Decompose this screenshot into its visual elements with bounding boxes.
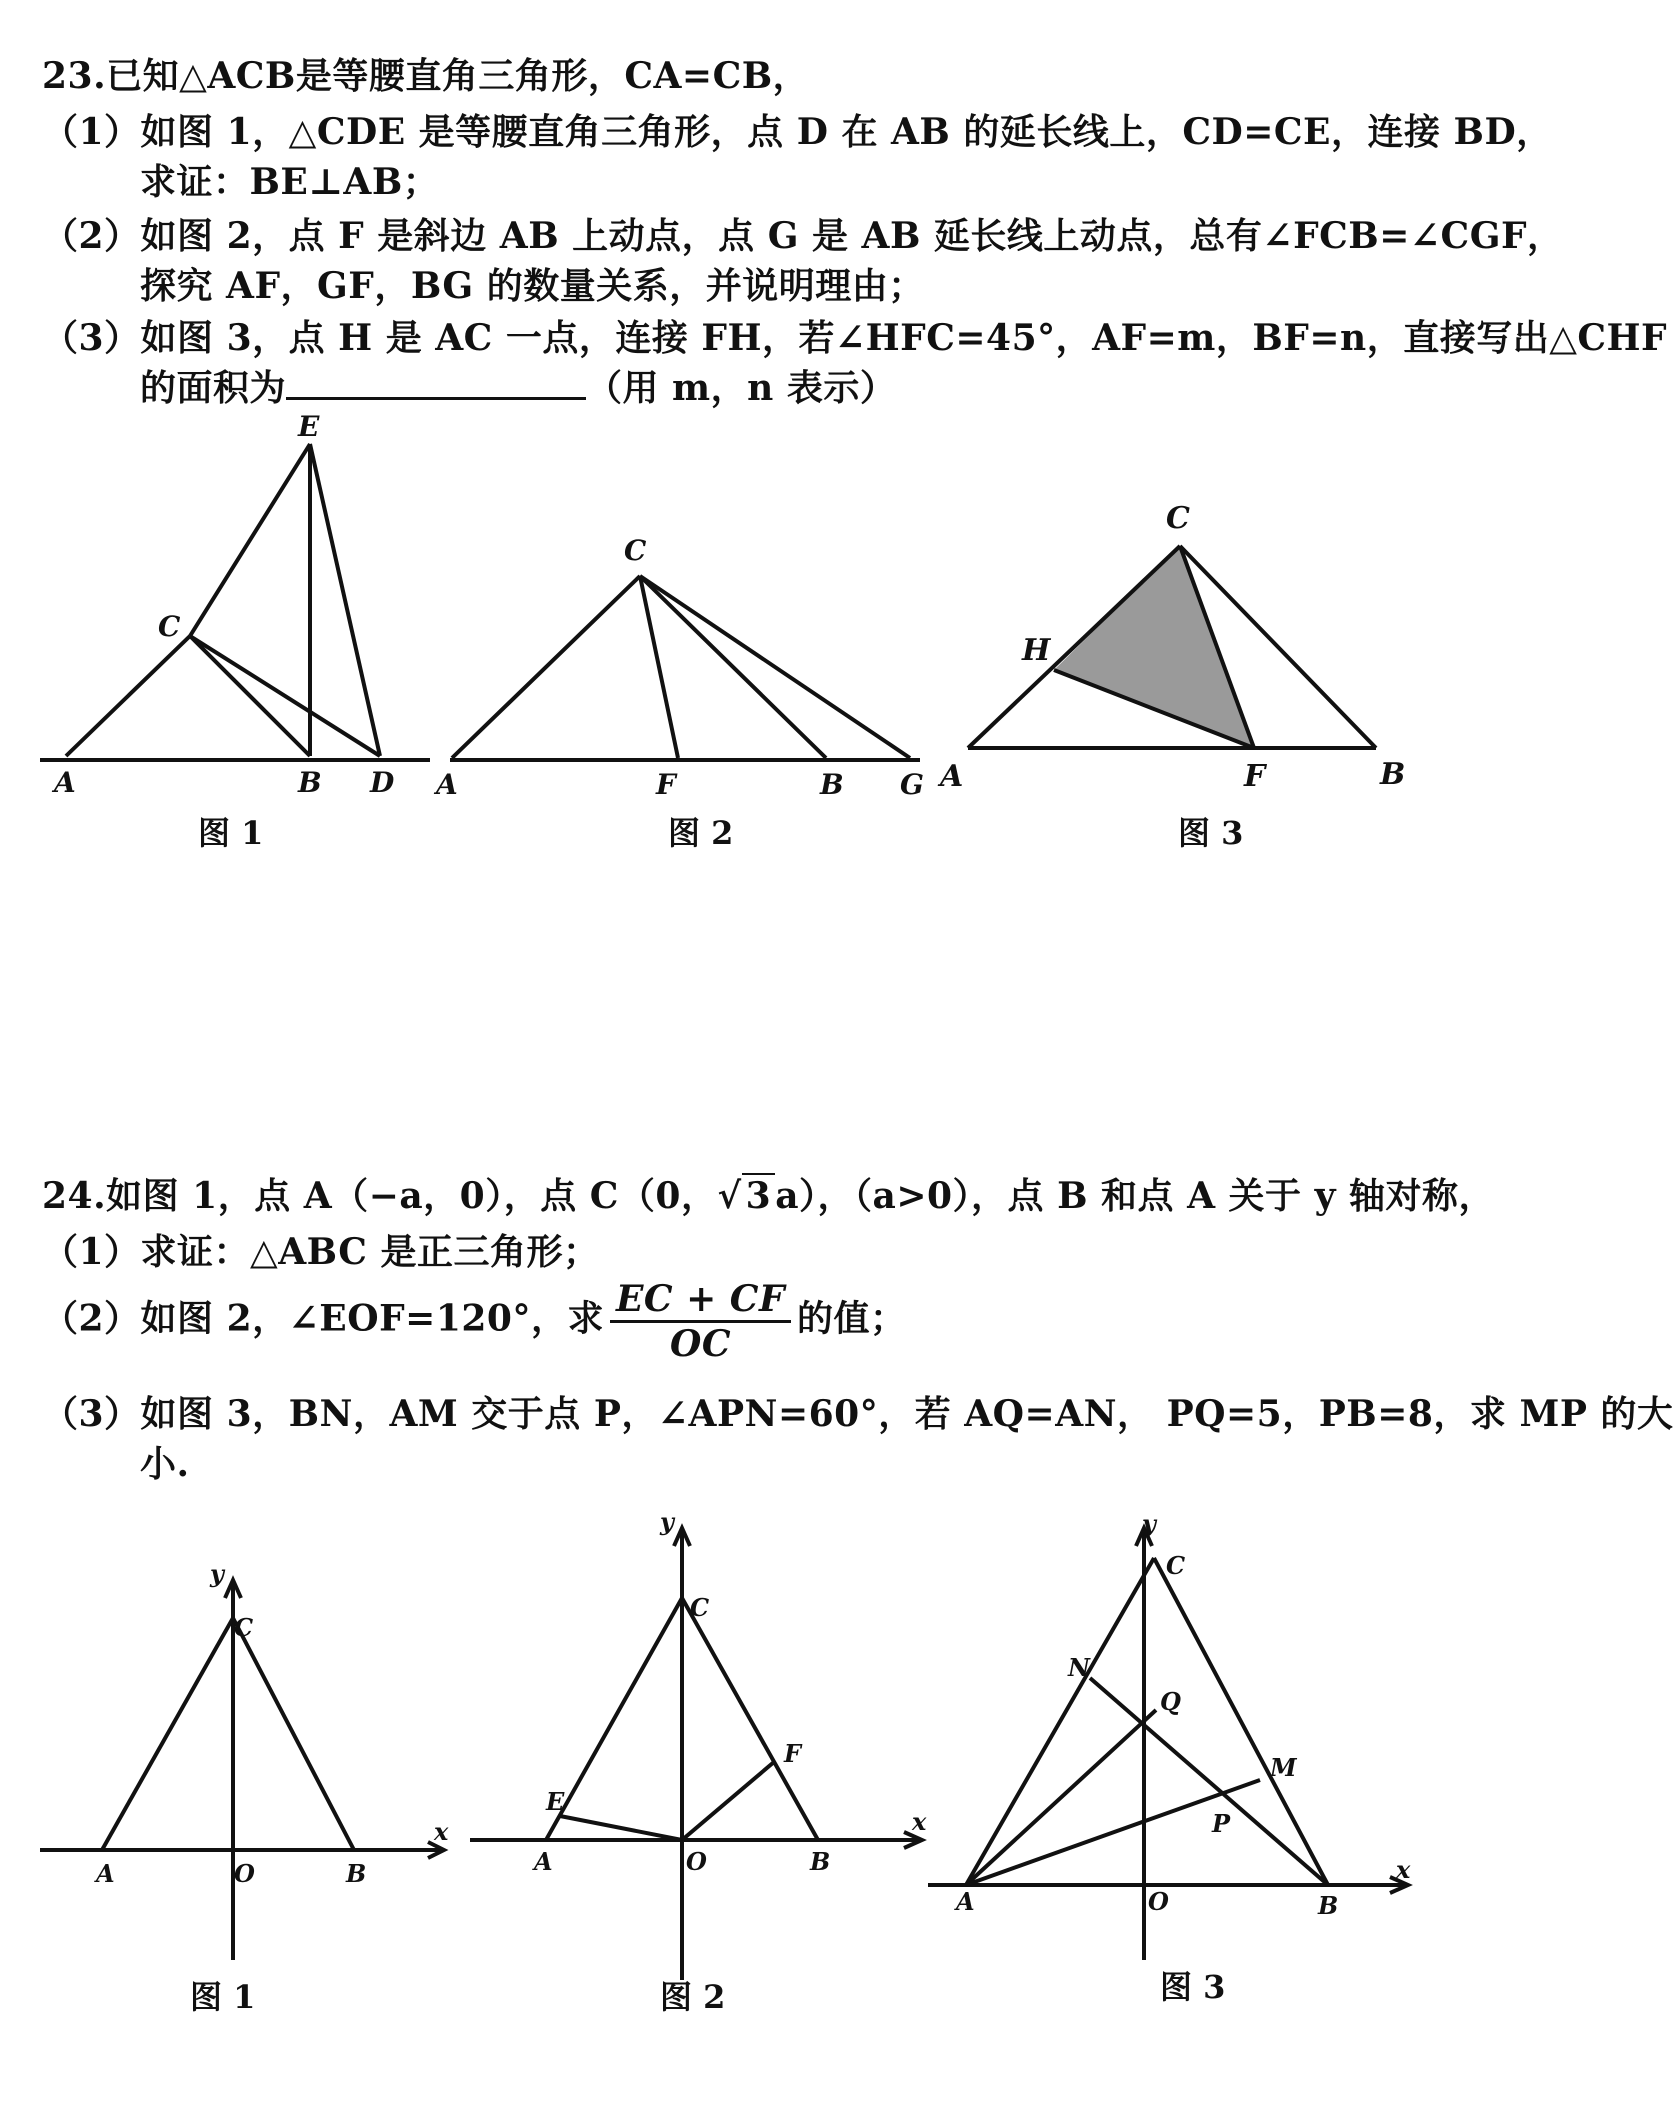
q24-part1: （1）求证：△ABC 是正三角形； [42, 1231, 600, 1273]
label-G: G [900, 768, 924, 801]
label-Q: Q [1160, 1687, 1181, 1716]
q24-stem [42, 1168, 1495, 1219]
q23-figure-3 [940, 500, 1406, 800]
q24-part2 [42, 1278, 907, 1365]
q24-part3-line1: （3）如图 3，BN，AM 交于点 P，∠APN=60°，若 AQ=AN， PQ=5，PB=8，求 MP 的大 [42, 1393, 1673, 1435]
label-P: P [1212, 1809, 1231, 1838]
label-M: M [1270, 1753, 1297, 1782]
label-B: B [810, 1847, 831, 1876]
label-C: C [1166, 501, 1190, 536]
label-O: O [686, 1847, 707, 1876]
answer-blank[interactable] [286, 369, 586, 400]
label-A: A [54, 766, 76, 799]
q24-part2-suffix: 的值； [797, 1297, 907, 1340]
sqrt-radicand: 3 [742, 1173, 776, 1217]
q23-part3-prefix: 的面积为 [140, 367, 287, 409]
q24-fig3-caption: 图 3 [1160, 1968, 1226, 2006]
label-A: A [96, 1859, 115, 1888]
q24-stem-suffix: a），（a>0），点 B 和点 A 关于 y 轴对称， [775, 1175, 1496, 1217]
shaded-triangle-chf [1054, 546, 1254, 746]
q23-part2-line2: 探究 AF，GF，BG 的数量关系，并说明理由； [140, 265, 925, 307]
fraction-numerator: EC + CF [610, 1278, 791, 1323]
q23-fig2-caption: 图 2 [668, 814, 734, 852]
q23-fig3-caption: 图 3 [1178, 814, 1244, 852]
label-y: y [1142, 1509, 1156, 1538]
label-x: x [912, 1807, 927, 1836]
label-F: F [784, 1739, 802, 1768]
q24-part2-prefix: （2）如图 2，∠EOF=120°，求 [42, 1297, 604, 1340]
label-C: C [234, 1613, 254, 1642]
q24-stem-prefix: 24.如图 1，点 A（−a，0），点 C（0， [42, 1175, 718, 1217]
label-C: C [1166, 1551, 1186, 1580]
q23-part3-line1: （3）如图 3，点 H 是 AC 一点，连接 FH，若∠HFC=45°，AF=m，BF=n，直接写出△CHF [42, 317, 1668, 359]
fraction [610, 1278, 791, 1365]
fraction-denominator: OC [669, 1323, 731, 1365]
label-O: O [1148, 1887, 1169, 1916]
label-H: H [1022, 633, 1051, 668]
sqrt-symbol: √ 3 [717, 1175, 775, 1217]
label-O: O [234, 1859, 255, 1888]
q23-figure-2 [430, 520, 950, 820]
label-A: A [436, 768, 458, 801]
label-E: E [546, 1787, 565, 1816]
q23-stem: 23.已知△ACB是等腰直角三角形，CA=CB， [42, 55, 810, 97]
q23-part1-line1: （1）如图 1，△CDE 是等腰直角三角形，点 D 在 AB 的延长线上，CD=CE，连接 BD， [42, 111, 1553, 153]
label-C: C [624, 534, 647, 567]
label-B: B [346, 1859, 367, 1888]
label-F: F [1244, 759, 1266, 794]
label-C: C [158, 610, 181, 643]
q23-part2-line1: （2）如图 2，点 F 是斜边 AB 上动点，点 G 是 AB 延长线上动点，总有∠FCB=∠CGF， [42, 215, 1564, 257]
q23-part1-line2: 求证：BE⊥AB； [140, 161, 440, 203]
q24-fig2-caption: 图 2 [660, 1978, 726, 2016]
q24-figure-2 [460, 1507, 940, 1980]
q23-figure-1 [40, 400, 440, 820]
label-N: N [1068, 1653, 1090, 1682]
label-B: B [1318, 1891, 1339, 1920]
q24-figure-1 [30, 1560, 460, 1990]
label-x: x [434, 1817, 449, 1846]
q24-figure-3 [920, 1510, 1420, 1980]
q24-fig1-caption: 图 1 [190, 1978, 256, 2016]
label-x: x [1396, 1855, 1411, 1884]
label-y: y [660, 1507, 674, 1536]
label-A: A [956, 1887, 975, 1916]
label-B: B [298, 766, 322, 799]
q23-fig1-caption: 图 1 [198, 814, 264, 852]
label-E: E [298, 410, 320, 443]
label-A: A [940, 759, 964, 794]
label-y: y [210, 1559, 224, 1588]
label-C: C [690, 1593, 710, 1622]
label-A: A [534, 1847, 553, 1876]
q23-part3-suffix: （用 m，n 表示） [586, 367, 897, 409]
label-F: F [656, 768, 676, 801]
label-B: B [820, 768, 844, 801]
q24-part3-line2: 小. [140, 1443, 190, 1485]
label-B: B [1380, 757, 1406, 792]
label-D: D [370, 766, 395, 799]
